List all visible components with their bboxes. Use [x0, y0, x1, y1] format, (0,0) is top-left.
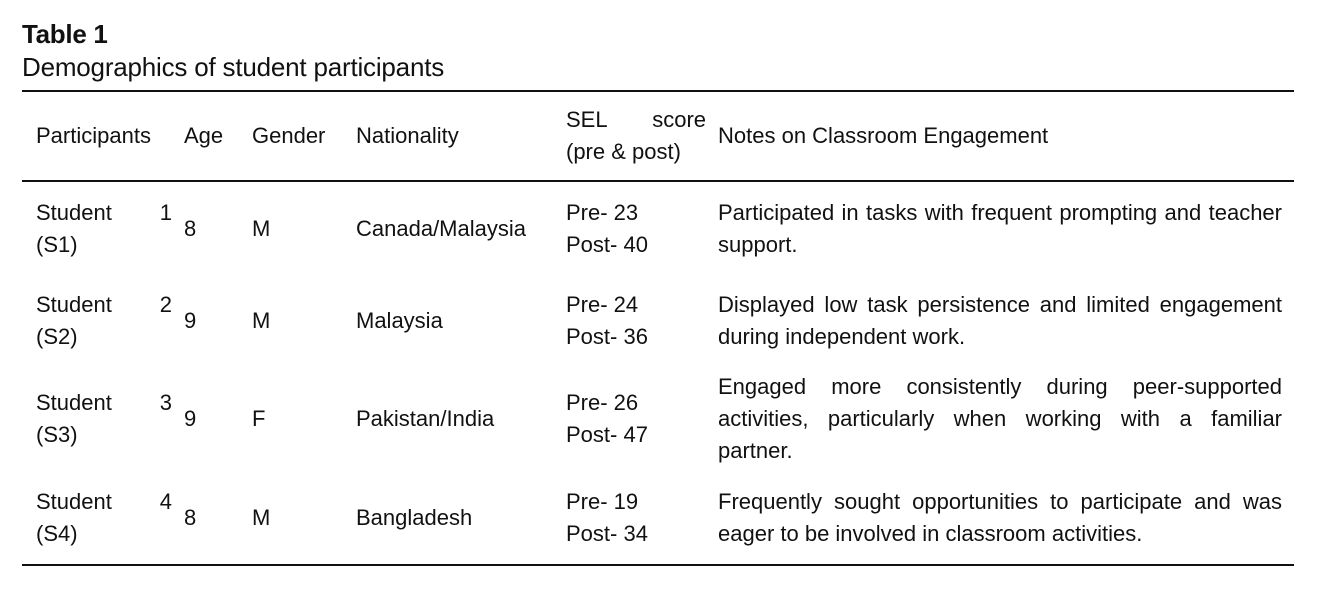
cell-notes: Participated in tasks with frequent prompting and teacher support. — [718, 200, 1282, 257]
cell-gender: M — [252, 505, 271, 530]
header-sel-score — [560, 91, 712, 181]
table-row — [22, 181, 1294, 276]
sel-pre: Pre- 24 — [566, 292, 639, 317]
student-number: 1 — [159, 200, 172, 225]
header-notes: Notes on Classroom Engagement — [718, 123, 1049, 148]
table-caption: Demographics of student participants — [22, 52, 445, 82]
header-pre-post: (pre & post) — [566, 139, 681, 164]
demographics-table — [22, 90, 1294, 566]
student-code: (S3) — [36, 422, 78, 447]
cell-participant — [22, 276, 178, 366]
table-row — [22, 276, 1294, 366]
student-word: Student — [36, 200, 112, 225]
header-gender: Gender — [252, 123, 326, 148]
cell-participant — [22, 181, 178, 276]
student-code: (S4) — [36, 521, 78, 546]
cell-nationality: Pakistan/India — [356, 406, 495, 431]
sel-pre: Pre- 23 — [566, 200, 639, 225]
sel-post: Post- 36 — [566, 324, 648, 349]
cell-nationality: Canada/Malaysia — [356, 216, 526, 241]
student-word: Student — [36, 489, 112, 514]
cell-notes: Displayed low task persistence and limited engagement during independent work. — [718, 292, 1282, 349]
sel-post: Post- 40 — [566, 232, 648, 257]
cell-gender: M — [252, 308, 271, 333]
cell-sel-score — [560, 472, 712, 565]
header-age: Age — [184, 123, 224, 148]
student-number: 2 — [159, 292, 172, 317]
sel-pre: Pre- 19 — [566, 489, 639, 514]
document-page — [22, 18, 1294, 566]
sel-post: Post- 34 — [566, 521, 648, 546]
header-nationality: Nationality — [356, 123, 459, 148]
cell-nationality: Malaysia — [356, 308, 443, 333]
cell-sel-score — [560, 366, 712, 472]
student-code: (S2) — [36, 324, 78, 349]
table-header-row — [22, 91, 1294, 181]
student-code: (S1) — [36, 232, 78, 257]
cell-notes: Engaged more consistently during peer-supported activities, particularly when working with a familiar partner. — [718, 374, 1282, 463]
student-word: Student — [36, 390, 112, 415]
student-number: 3 — [159, 390, 172, 415]
cell-sel-score — [560, 276, 712, 366]
cell-participant — [22, 472, 178, 565]
cell-gender: M — [252, 216, 271, 241]
student-number: 4 — [159, 489, 172, 514]
table-label: Table 1 — [22, 19, 108, 49]
cell-age: 9 — [184, 406, 197, 431]
header-sel-word: SEL — [566, 107, 608, 132]
cell-age: 8 — [184, 505, 197, 530]
cell-gender: F — [252, 406, 266, 431]
cell-nationality: Bangladesh — [356, 505, 473, 530]
table-row — [22, 366, 1294, 472]
table-row — [22, 472, 1294, 565]
sel-pre: Pre- 26 — [566, 390, 639, 415]
cell-sel-score — [560, 181, 712, 276]
header-score-word: score — [652, 107, 706, 132]
header-participants: Participants — [36, 123, 151, 148]
student-word: Student — [36, 292, 112, 317]
cell-age: 9 — [184, 308, 197, 333]
sel-post: Post- 47 — [566, 422, 648, 447]
cell-age: 8 — [184, 216, 197, 241]
cell-notes: Frequently sought opportunities to participate and was eager to be involved in classroom activities. — [718, 489, 1282, 546]
cell-participant — [22, 366, 178, 472]
